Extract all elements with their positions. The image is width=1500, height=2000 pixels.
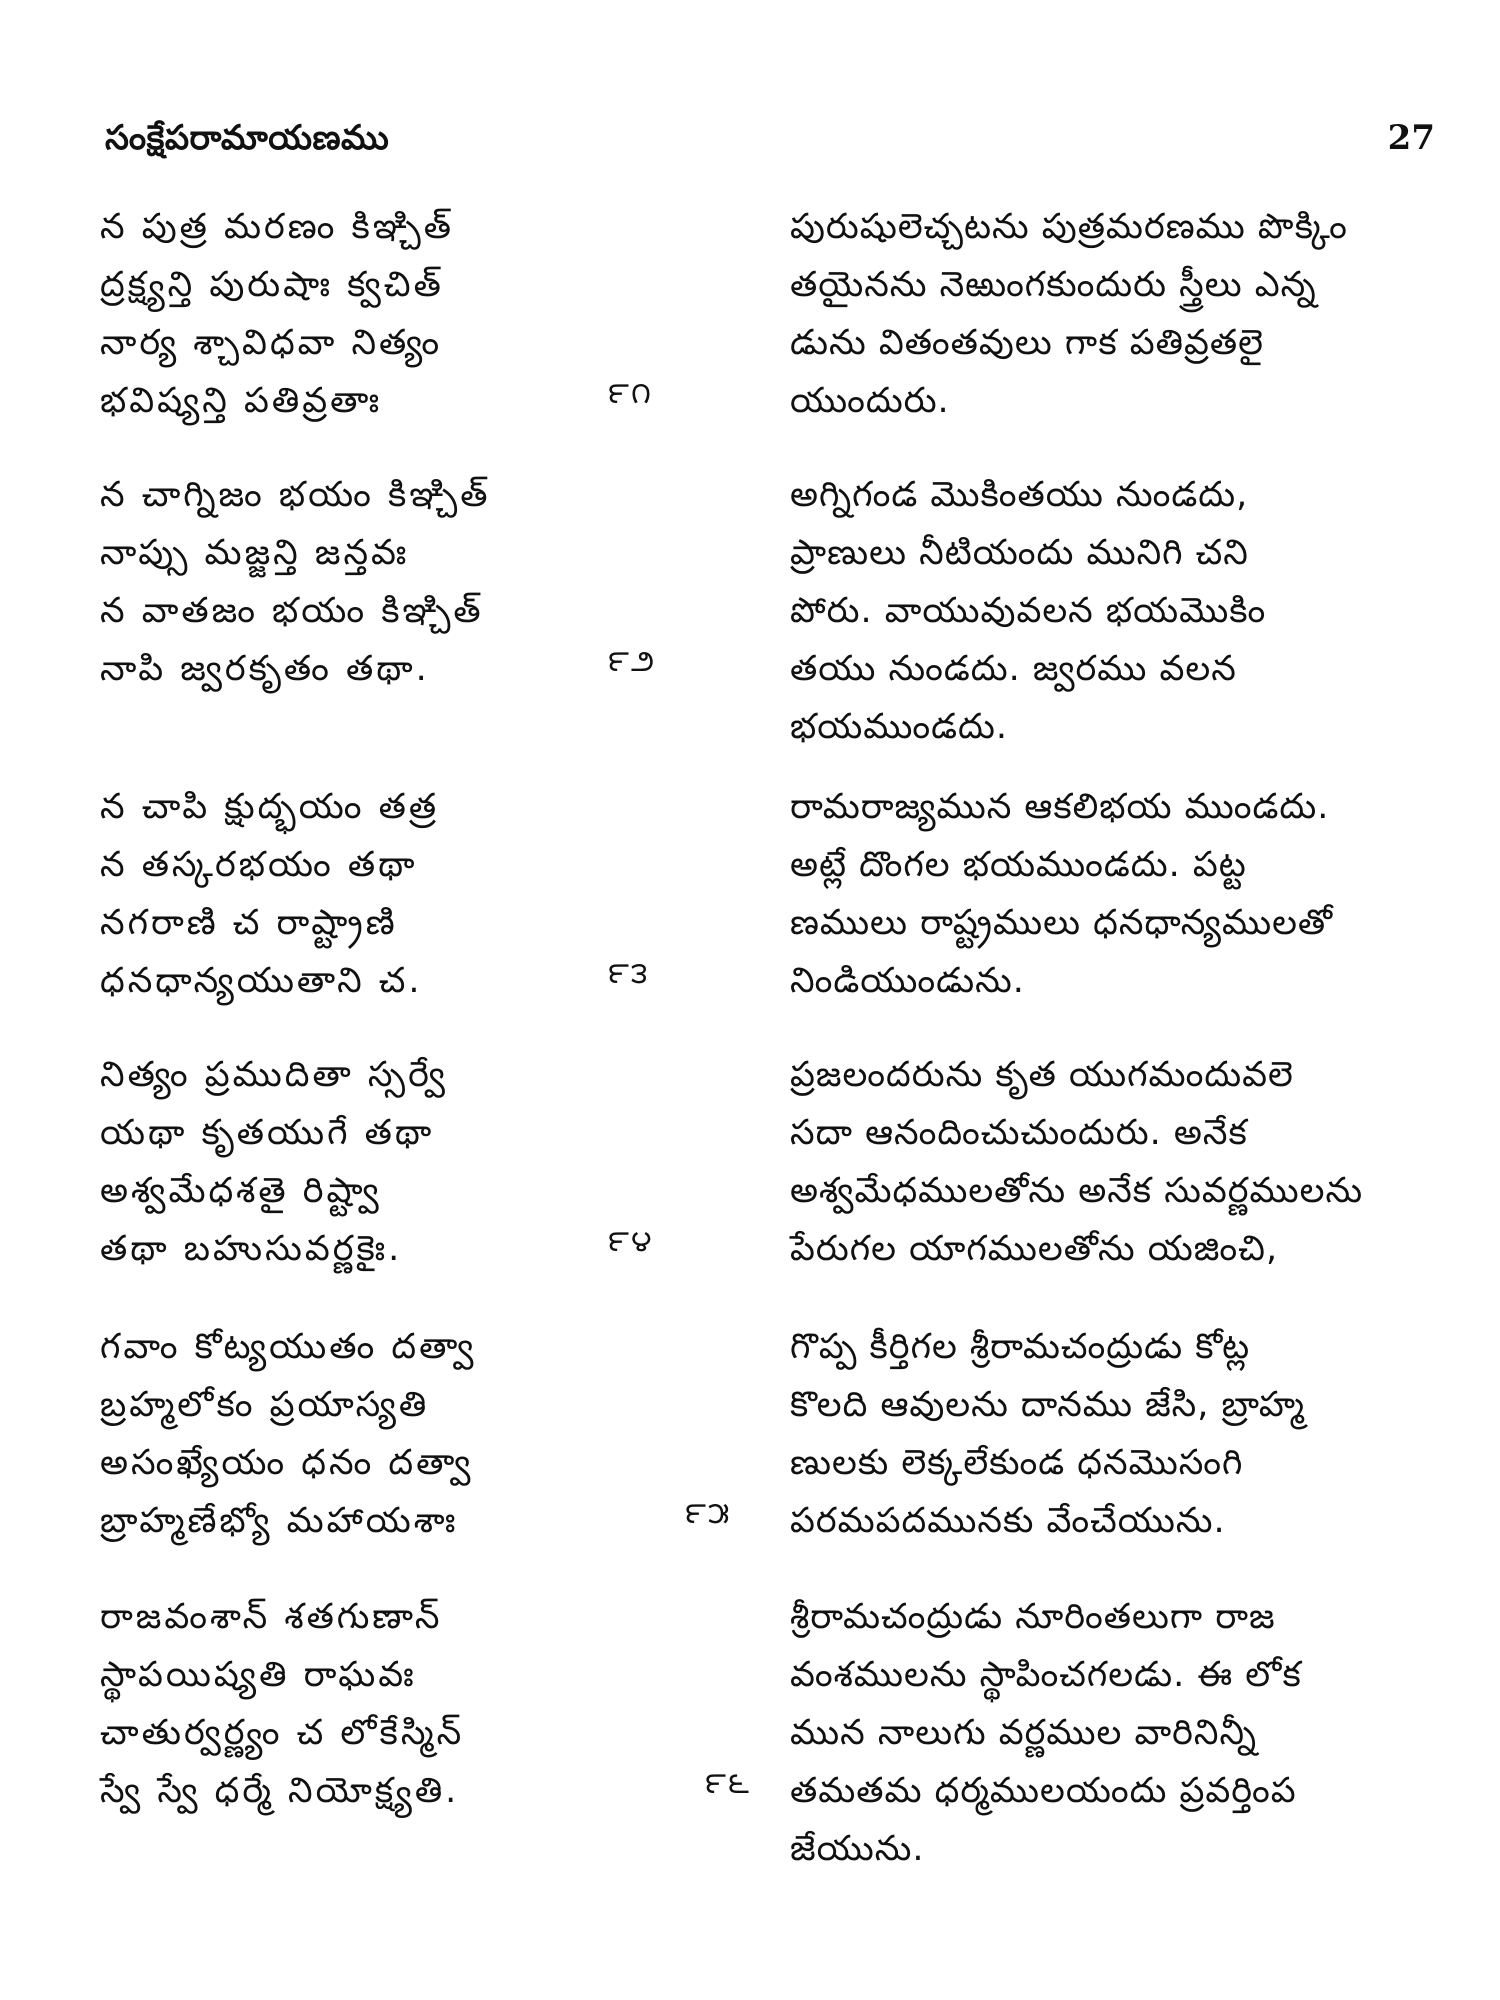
sanskrit-line: చాతుర్వర్ణ్యం చ లోకేస్మిన్ [100,1713,465,1753]
sanskrit-line: స్వే స్వే ధర్మే నియోక్ష్యతి. [100,1771,460,1811]
sanskrit-line: బ్రహ్మలోకం ప్రయాస్యతి [100,1385,430,1425]
translation-line: సదా ఆనందించుచుందురు. అనేక [790,1113,1248,1153]
translation-line: డును వితంతవులు గాక పతివ్రతలై [790,323,1264,363]
sanskrit-line: న తస్కరభయం తథా [100,845,418,885]
sanskrit-verse [100,1588,720,1820]
running-title: సంక్షేపరామాయణము [105,118,390,158]
sanskrit-line: అశ్వమేధశతై రిష్ట్వా [100,1171,382,1211]
sanskrit-line: న పుత్ర మరణం కిఞ్చిత్ [100,207,454,247]
translation-line: అగ్నిగండ మొకింతయు నుండదు, [790,475,1249,515]
sanskrit-line: తథా బహుసువర్ణకైః. [100,1229,403,1269]
translation-line: తయు నుండదు. జ్వరము వలన [790,649,1237,689]
translation-line: అట్లే దొంగల భయముండదు. పట్ట [790,845,1247,885]
verse-number: ౯౪ [608,1224,654,1259]
translation-line: ప్రాణులు నీటియందు మునిగి చని [790,533,1249,573]
verse-number: ౯౨ [608,644,657,679]
sanskrit-line: న చాగ్నిజం భయం కిఞ్చిత్ [100,475,491,515]
sanskrit-line: నగరాణి చ రాష్ట్రాణి [100,903,398,943]
translation-line: భయముండదు. [790,707,1008,747]
translation-line: పరమపదమునకు వేంచేయును. [790,1501,1226,1541]
telugu-translation [790,198,1430,430]
translation-line: తయైనను నెఱుంగకుందురు స్త్రీలు ఎన్న [790,265,1317,305]
translation-line: శ్రీరామచంద్రుడు నూరింతలుగా రాజ [790,1597,1276,1637]
translation-line: పేరుగల యాగములతోను యజించి, [790,1229,1279,1269]
sanskrit-line: నిత్యం ప్రముదితా స్సర్వే [100,1055,448,1095]
sanskrit-line: ద్రక్ష్యన్తి పురుషాః క్వచిత్ [100,265,444,305]
translation-line: గొప్ప కీర్తిగల శ్రీరామచంద్రుడు కోట్ల [790,1327,1251,1367]
translation-line: యుందురు. [790,381,950,421]
translation-line: నిండియుండును. [790,961,1025,1001]
page-header [105,118,1435,178]
sanskrit-line: న వాతజం భయం కిఞ్చిత్ [100,591,484,631]
sanskrit-line: స్థాపయిష్యతి రాఘవః [100,1655,417,1695]
translation-line: వంశములను స్థాపించగలడు. ఈ లోక [790,1655,1302,1695]
sanskrit-line: ధనధాన్యయుతాని చ. [100,961,423,1001]
page-number: 27 [1387,118,1435,158]
sanskrit-line: బ్రాహ్మణేభ్యో మహాయశాః [100,1501,459,1541]
verse-number: ౯౫ [685,1496,732,1531]
sanskrit-line: అసంఖ్యేయం ధనం దత్వా [100,1443,474,1483]
sanskrit-line: న చాపి క్షుద్భయం తత్ర [100,787,440,827]
translation-line: అశ్వమేధములతోను అనేక సువర్ణములను [790,1171,1364,1211]
sanskrit-line: నాపి జ్వరకృతం తథా. [100,649,430,689]
sanskrit-line: యథా కృతయుగే తథా [100,1113,435,1153]
translation-line: ణులకు లెక్కలేకుండ ధనమొసంగి [790,1443,1244,1483]
telugu-translation [790,1588,1430,1878]
sanskrit-line: గవాం కోట్యయుతం దత్వా [100,1327,477,1367]
translation-line: రామరాజ్యమున ఆకలిభయ ముండదు. [790,787,1330,827]
telugu-translation [790,1046,1430,1278]
verse-number: ౯౬ [705,1766,751,1801]
translation-line: తమతమ ధర్మములయందు ప్రవర్తింప [790,1771,1297,1811]
sanskrit-line: భవిష్యన్తి పతివ్రతాః [100,381,383,421]
telugu-translation [790,466,1430,756]
sanskrit-line: నార్య శ్చావిధవా నిత్యం [100,323,443,363]
sanskrit-verse [100,1318,720,1550]
translation-line: కొలది ఆవులను దానము జేసి, బ్రాహ్మ [790,1385,1305,1425]
telugu-translation [790,778,1430,1010]
translation-line: పురుషులెచ్చటను పుత్రమరణము పొక్కిం [790,207,1348,247]
translation-line: జేయును. [790,1829,925,1869]
verse-number: ౯౩ [608,956,650,991]
telugu-translation [790,1318,1430,1550]
verse-number: ౯౧ [608,376,653,411]
translation-line: పోరు. వాయువువలన భయమొకిం [790,591,1267,631]
translation-line: ణములు రాష్ట్రములు ధనధాన్యములతో [790,903,1334,943]
sanskrit-line: నాప్సు మజ్జన్తి జన్తవః [100,533,410,573]
translation-line: ప్రజలందరును కృత యుగమందువలె [790,1055,1294,1095]
sanskrit-line: రాజవంశాన్ శతగుణాన్ [100,1597,443,1637]
translation-line: మున నాలుగు వర్ణముల వారినిన్నీ [790,1713,1257,1753]
